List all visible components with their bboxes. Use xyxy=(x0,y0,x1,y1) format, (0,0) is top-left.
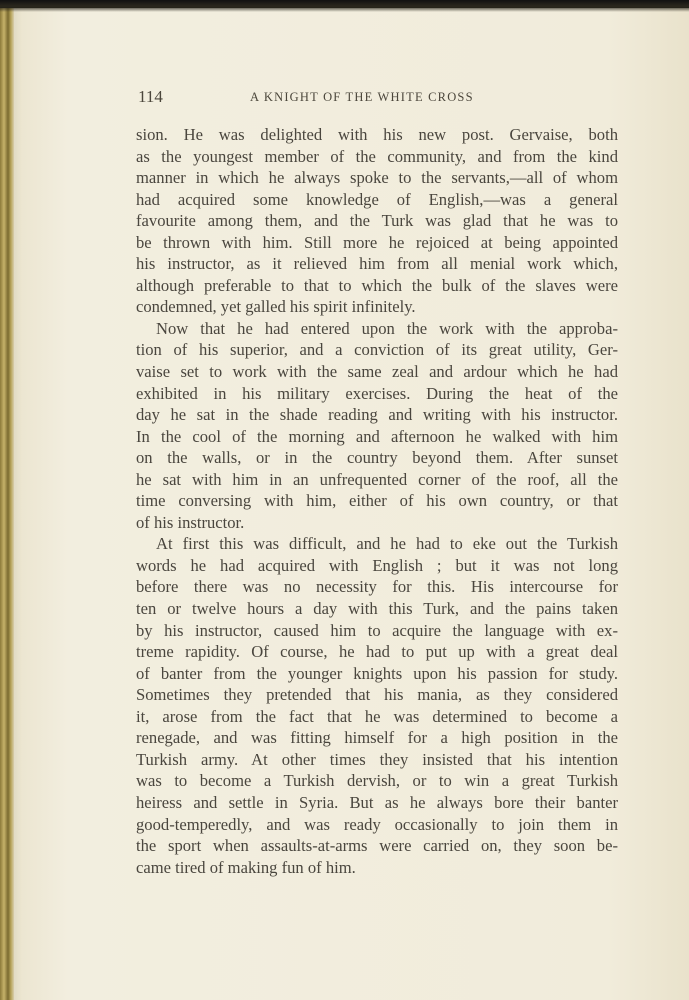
text-line: heiress and settle in Syria. But as he always bore their banter xyxy=(136,792,618,812)
text-line: by his instructor, caused him to acquire the language with ex- xyxy=(136,620,618,640)
text-line: tion of his superior, and a conviction of its great utility, Ger- xyxy=(136,340,618,360)
text-line: ten or twelve hours a day with this Turk, and the pains taken xyxy=(136,599,618,619)
text-line: it, arose from the fact that he was determined to become a xyxy=(136,706,618,726)
text-line: renegade, and was fitting himself for a high position in the xyxy=(136,728,618,748)
text-line: the sport when assaults-at-arms were carried on, they soon be- xyxy=(136,836,618,856)
text-line: In the cool of the morning and afternoon he walked with him xyxy=(136,426,618,446)
text-line: came tired of making fun of him. xyxy=(136,857,356,877)
text-line: Turkish army. At other times they insisted that his intention xyxy=(136,749,618,769)
book-binding-edge xyxy=(0,8,14,1000)
text-line: as the youngest member of the community, and from the kind xyxy=(136,146,618,166)
text-line: he sat with him in an unfrequented corner of the roof, all the xyxy=(136,469,618,489)
text-line: on the walls, or in the country beyond them. After sunset xyxy=(136,448,618,468)
text-line: Now that he had entered upon the work with the approba- xyxy=(156,318,618,338)
text-line: although preferable to that to which the bulk of the slaves were xyxy=(136,275,618,295)
text-line: good-temperedly, and was ready occasionally to join them in xyxy=(136,814,618,834)
text-line: his instructor, as it relieved him from all menial work which, xyxy=(136,254,618,274)
text-line: exhibited in his military exercises. During the heat of the xyxy=(136,383,618,403)
text-line: had acquired some knowledge of English,—was a general xyxy=(136,189,618,209)
text-line: sion. He was delighted with his new post. Gervaise, both xyxy=(136,125,618,144)
text-line: words he had acquired with English ; but it was not long xyxy=(136,555,618,575)
page-number: 114 xyxy=(138,87,163,106)
text-line: At first this was difficult, and he had to eke out the Turkish xyxy=(156,534,618,554)
body-text xyxy=(136,124,618,878)
scan-top-edge xyxy=(0,0,689,12)
text-line: was to become a Turkish dervish, or to win a great Turkish xyxy=(136,771,618,791)
text-line: vaise set to work with the same zeal and ardour which he had xyxy=(136,362,618,382)
text-line: day he sat in the shade reading and writing with his instructor. xyxy=(136,405,618,425)
text-line: of his instructor. xyxy=(136,512,245,532)
page-header xyxy=(138,88,618,108)
text-line: before there was no necessity for this. His intercourse for xyxy=(136,577,618,597)
text-line: favourite among them, and the Turk was glad that he was to xyxy=(136,211,618,231)
text-line: time conversing with him, either of his own country, or that xyxy=(136,491,618,511)
text-line: condemned, yet galled his spirit infinitely. xyxy=(136,297,416,317)
text-line: of banter from the younger knights upon his passion for study. xyxy=(136,663,618,683)
text-line: manner in which he always spoke to the servants,—all of whom xyxy=(136,168,618,188)
text-line: treme rapidity. Of course, he had to put up with a great deal xyxy=(136,642,618,662)
running-title: A KNIGHT OF THE WHITE CROSS xyxy=(250,90,474,104)
text-line: be thrown with him. Still more he rejoiced at being appointed xyxy=(136,232,618,252)
text-line: Sometimes they pretended that his mania, as they considered xyxy=(136,685,618,705)
